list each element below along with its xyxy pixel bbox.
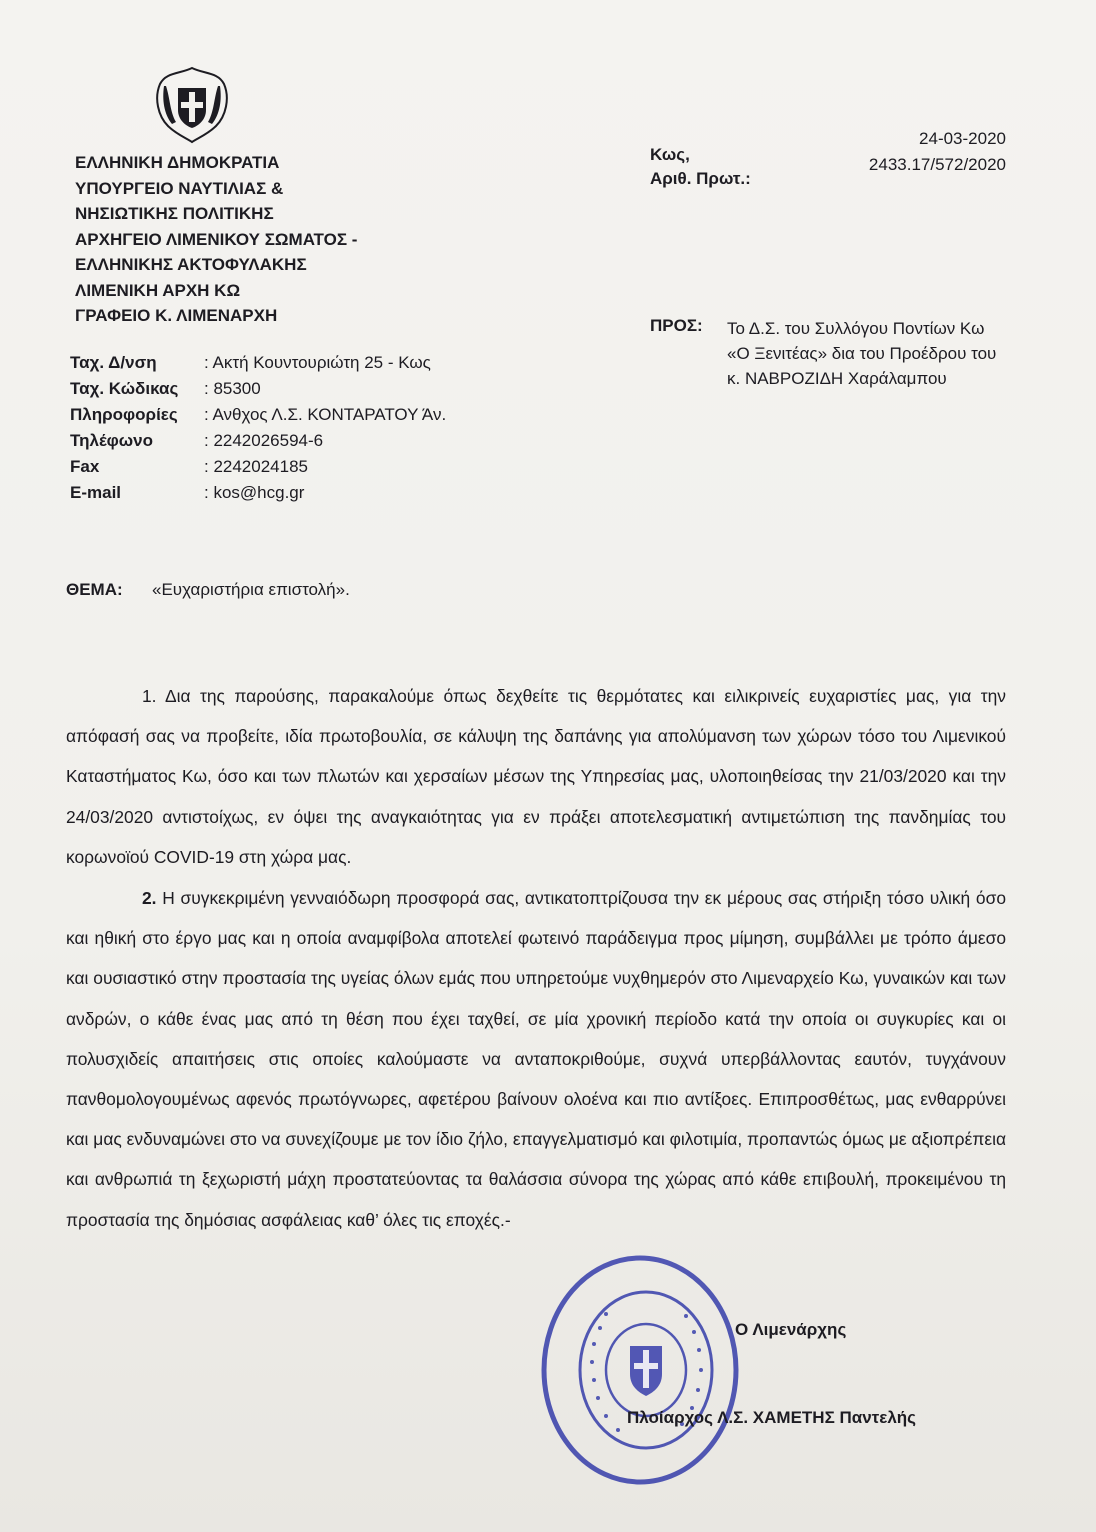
authority-line: ΥΠΟΥΡΓΕΙΟ ΝΑΥΤΙΛΙΑΣ & <box>75 178 284 198</box>
paragraph <box>66 676 1006 877</box>
recipient-block <box>727 316 996 391</box>
authority-line: ΓΡΑΦΕΙΟ Κ. ΛΙΜΕΝΑΡΧΗ <box>75 306 278 325</box>
signatory-name: Πλοίαρχος Λ.Σ. ΧΑΜΕΤΗΣ Παντελής <box>627 1408 917 1427</box>
paragraph-text: Δια της παρούσης, παρακαλούμε όπως δεχθείτε τις θερμότατες και ειλικρινείς ευχαριστίες μας, για την απόφασή σας να προβείτε, ιδία πρωτοβουλία, σε κάλυψη της δαπάνης για απολύμανση των χώρων τόσο του Λιμενικού Καταστήματος Κω, όσο και των πλωτών και χερσαίων μέσων της Υπηρεσίας μας, υλοποιηθείσας την 21/03/2020 και την 24/03/2020 αντιστοίχως, εν όψει της αναγκαιότητας για εν πράξει αποτελεσματική αντιμετώπιση της πανδημίας του κορωνοϊού COVID-19 στη χώρα μας. <box>66 686 1006 867</box>
contact-value: : Ανθχος Λ.Σ. ΚΟΝΤΑΡΑΤΟΥ Άν. <box>204 405 447 424</box>
recipient-line: «Ο Ξενιτέας» δια του Προέδρου του <box>727 344 997 363</box>
contact-row-email <box>70 480 446 506</box>
protocol-number: 2433.17/572/2020 <box>868 155 1006 174</box>
authority-line: ΛΙΜΕΝΙΚΗ ΑΡΧΗ ΚΩ <box>75 280 241 300</box>
paragraph-number: 1. <box>142 686 157 706</box>
document-date: 24-03-2020 <box>919 129 1006 148</box>
document-meta-values <box>820 126 1006 178</box>
contact-label: Ταχ. Δ/νση <box>70 353 157 372</box>
protocol-label: Αριθ. Πρωτ.: <box>650 169 751 188</box>
paragraph-text: Η συγκεκριμένη γενναιόδωρη προσφορά σας, αντικατοπτρίζουσα την εκ μέρους σας στήριξη τόσο υλική όσο και ηθική στο έργο μας και η οποία αναμφίβολα αποτελεί φωτεινό παράδειγμα προς μίμηση, συμβάλλει με τρόπο άμεσο και ουσιαστικό στην προστασία της υγείας όλων εμάς που υπηρετούμε νυχθημερόν στο Λιμεναρχείο Κω, γυναικών και των ανδρών, ο κάθε ένας μας από τη θέση που έχει ταχθεί, σε μία χρονική περίοδο κατά την οποία οι συγκυρίες και οι πολυσχιδείς απαιτήσεις στις οποίες καλούμαστε να ανταποκριθούμε, συχνά υπερβάλλοντας εαυτόν, τυγχάνουν πανθομολογουμένως αφενός πρωτόγνωρες, αφετέρου βαίνουν ολοένα και πιο αντίξοες. Επιπροσθέτως, μας ενθαρρύνει και μας ενδυναμώνει στο να συνεχίζουμε με τον ίδιο ζήλο, επαγγελματισμό και φιλοτιμία, προπαντώς όμως με αξιοπρέπεια και ανθρωπιά τη ξεχωριστή μάχη προστατεύοντας τα θαλάσσια σύνορα της χώρας από κάθε επιβουλή, προκειμένου τη προστασία της δημόσιας ασφάλειας καθ’ όλες τις εποχές.- <box>66 888 1006 1230</box>
contact-label: Τηλέφωνο <box>70 431 153 450</box>
recipient-label: ΠΡΟΣ: <box>650 316 703 335</box>
contact-label: E-mail <box>70 483 122 502</box>
contact-value: : 2242024185 <box>204 457 308 476</box>
authority-line: ΕΛΛΗΝΙΚΗ ΔΗΜΟΚΡΑΤΙΑ <box>75 153 280 172</box>
contact-label: Πληροφορίες <box>70 405 178 424</box>
signatory-title: Ο Λιμενάρχης <box>735 1320 847 1339</box>
recipient-line: Το Δ.Σ. του Συλλόγου Ποντίων Κω <box>727 319 985 338</box>
authority-line: ΝΗΣΙΩΤΙΚΗΣ ΠΟΛΙΤΙΚΗΣ <box>75 204 274 223</box>
contact-row-address <box>70 350 446 376</box>
contact-value: : 85300 <box>204 379 261 398</box>
contact-row-fax <box>70 454 446 480</box>
place-label: Κως, <box>650 145 690 164</box>
document-meta-labels <box>650 143 751 191</box>
authority-line: ΕΛΛΗΝΙΚΗΣ ΑΚΤΟΦΥΛΑΚΗΣ <box>75 255 307 274</box>
subject-line <box>66 580 350 600</box>
official-stamp-icon <box>536 1250 744 1490</box>
contact-row-phone <box>70 428 446 454</box>
contact-row-info <box>70 402 446 428</box>
contact-row-postcode <box>70 376 446 402</box>
contact-value: : kos@hcg.gr <box>204 483 305 502</box>
subject-label: ΘΕΜΑ: <box>66 580 123 599</box>
issuing-authority <box>75 150 475 329</box>
letter-body <box>66 676 1006 1241</box>
subject-value: «Ευχαριστήρια επιστολή». <box>152 580 350 599</box>
authority-line: ΑΡΧΗΓΕΙΟ ΛΙΜΕΝΙΚΟΥ ΣΩΜΑΤΟΣ - <box>75 229 358 249</box>
recipient-line: κ. ΝΑΒΡΟΖΙΔΗ Χαράλαμπου <box>727 369 947 388</box>
paragraph <box>66 878 1006 1240</box>
contact-details <box>70 350 446 506</box>
contact-label: Ταχ. Κώδικας <box>70 379 179 398</box>
contact-value: : Ακτή Κουντουριώτη 25 - Κως <box>204 353 431 372</box>
greek-coat-of-arms-icon <box>152 64 232 144</box>
contact-value: : 2242026594-6 <box>204 431 324 450</box>
contact-label: Fax <box>70 457 100 476</box>
paragraph-number: 2. <box>142 888 157 909</box>
